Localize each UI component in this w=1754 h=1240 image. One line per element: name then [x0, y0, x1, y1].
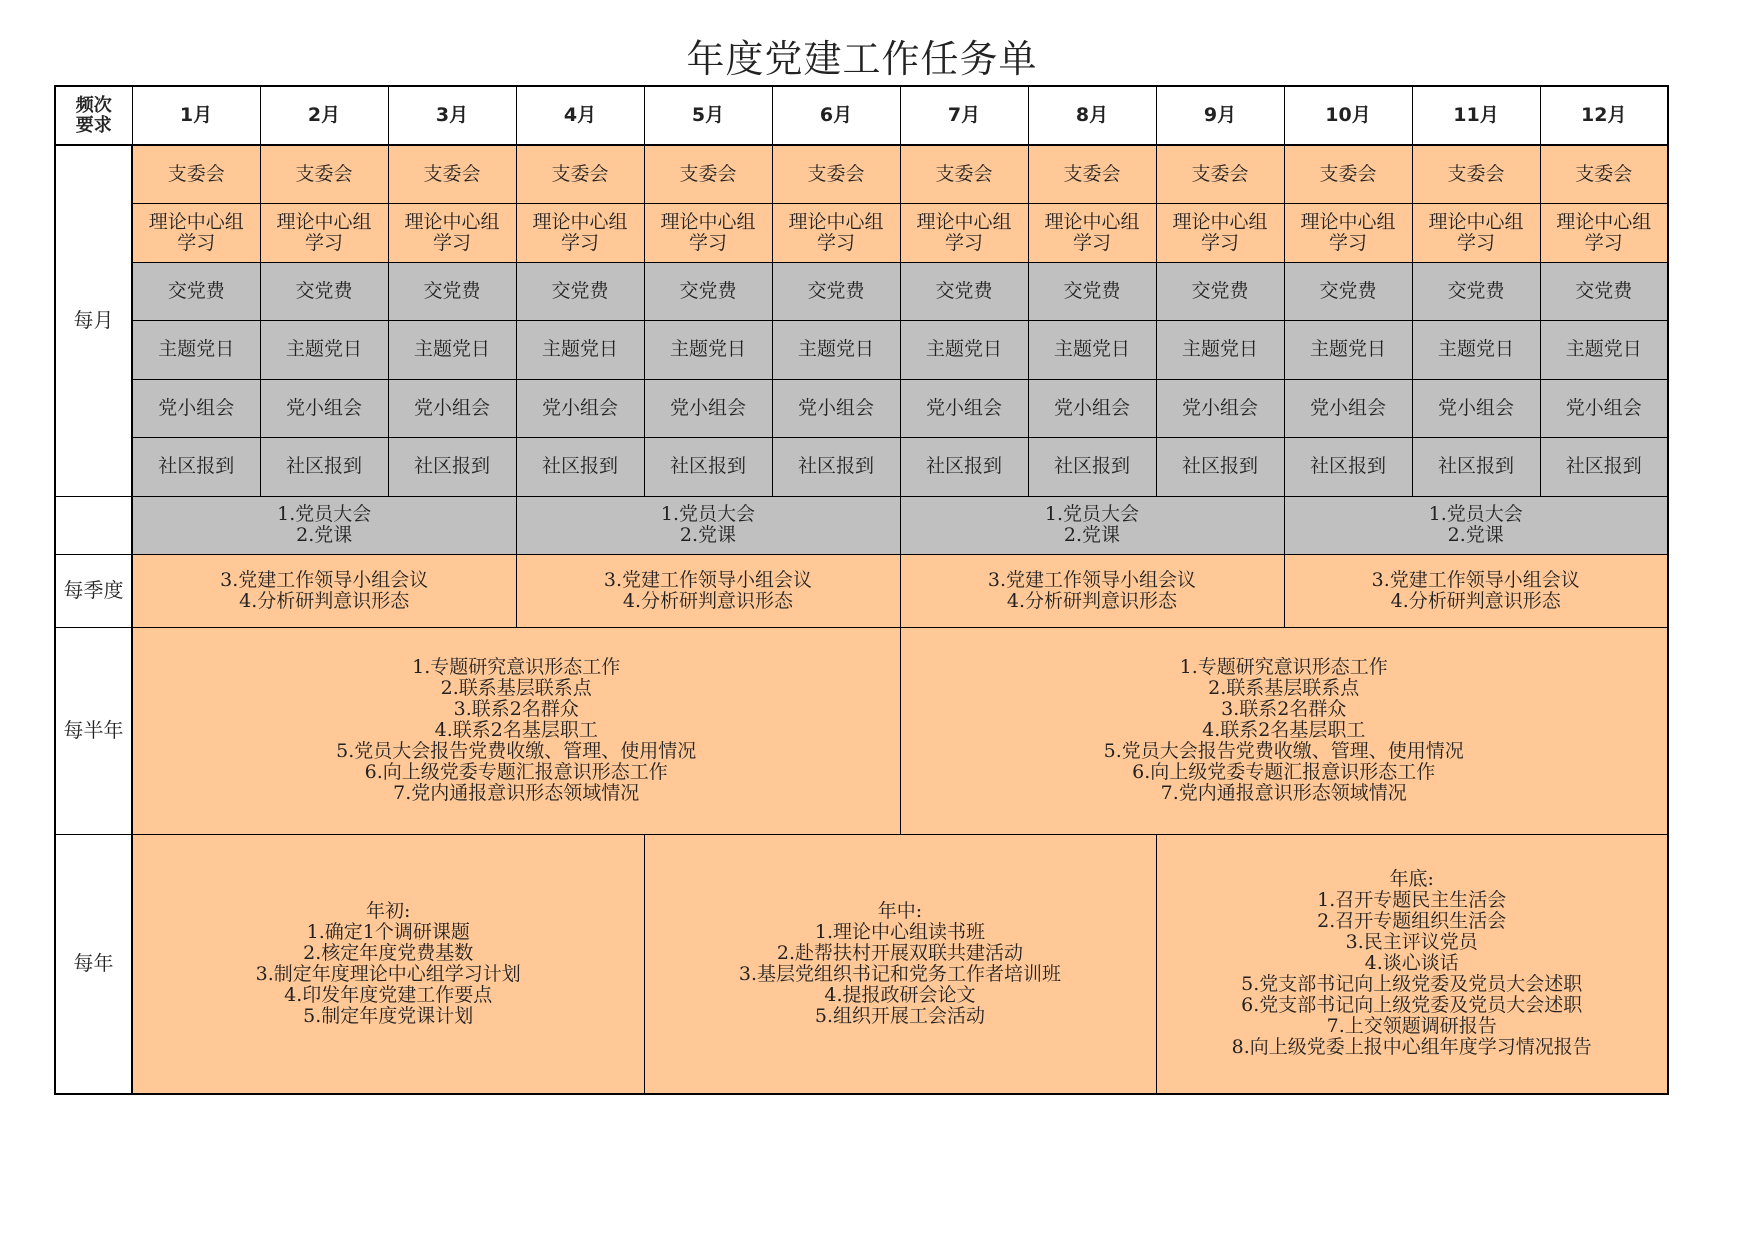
half-year-task-cell: 1.专题研究意识形态工作 2.联系基层联系点 3.联系2名群众 4.联系2名基层职工 5.党员大会报告党费收缴、管理、使用情况 6.向上级党委专题汇报意识形态工作 7.党内通报意识形态领域情况: [132, 627, 900, 834]
monthly-task-cell: 主题党日: [644, 320, 772, 379]
monthly-task-cell: 党小组会: [388, 379, 516, 437]
month-header: 6月: [772, 86, 900, 145]
half-year-row: [55, 627, 1668, 834]
monthly-task-cell: 主题党日: [388, 320, 516, 379]
monthly-task-cell: 党小组会: [1028, 379, 1156, 437]
monthly-task-cell: 社区报到: [1540, 437, 1668, 496]
monthly-task-cell: 支委会: [900, 145, 1028, 203]
quarterly-task-cell: 3.党建工作领导小组会议 4.分析研判意识形态: [900, 554, 1284, 627]
month-header: 11月: [1412, 86, 1540, 145]
monthly-task-cell: 交党费: [644, 262, 772, 320]
yearly-early-cell: 年初: 1.确定1个调研课题 2.核定年度党费基数 3.制定年度理论中心组学习计划 4.印发年度党建工作要点 5.制定年度党课计划: [132, 834, 644, 1094]
monthly-task-cell: 主题党日: [772, 320, 900, 379]
yearly-mid-cell: 年中: 1.理论中心组读书班 2.赴帮扶村开展双联共建活动 3.基层党组织书记和党务工作者培训班 4.提报政研会论文 5.组织开展工会活动: [644, 834, 1156, 1094]
monthly-task-cell: 支委会: [772, 145, 900, 203]
monthly-task-cell: 党小组会: [644, 379, 772, 437]
monthly-task-cell: 支委会: [1540, 145, 1668, 203]
monthly-task-cell: 支委会: [516, 145, 644, 203]
monthly-task-row: [55, 203, 1668, 262]
yearly-end-cell: 年底: 1.召开专题民主生活会 2.召开专题组织生活会 3.民主评议党员 4.谈心谈话 5.党支部书记向上级党委及党员大会述职 6.党支部书记向上级党委及党员大会述职 7.上交领题调研报告 8.向上级党委上报中心组年度学习情况报告: [1156, 834, 1668, 1094]
page-title: 年度党建工作任务单: [686, 37, 1038, 81]
yearly-row: [55, 834, 1668, 1094]
monthly-task-cell: 交党费: [516, 262, 644, 320]
monthly-task-cell: 理论中心组 学习: [1412, 203, 1540, 262]
monthly-task-cell: 社区报到: [132, 437, 260, 496]
monthly-task-cell: 社区报到: [772, 437, 900, 496]
month-header: 7月: [900, 86, 1028, 145]
monthly-task-row: [55, 379, 1668, 437]
monthly-task-cell: 交党费: [1540, 262, 1668, 320]
monthly-label: 每月: [55, 145, 132, 496]
quarterly-task-cell: 1.党员大会 2.党课: [132, 496, 516, 554]
monthly-task-cell: 理论中心组 学习: [900, 203, 1028, 262]
month-header: 12月: [1540, 86, 1668, 145]
quarterly-task-cell: 1.党员大会 2.党课: [1284, 496, 1668, 554]
monthly-task-cell: 理论中心组 学习: [1284, 203, 1412, 262]
monthly-task-cell: 党小组会: [772, 379, 900, 437]
monthly-task-cell: 理论中心组 学习: [1540, 203, 1668, 262]
monthly-task-cell: 党小组会: [260, 379, 388, 437]
monthly-task-cell: 支委会: [1412, 145, 1540, 203]
quarterly-row-1: [55, 496, 1668, 554]
monthly-task-cell: 党小组会: [1284, 379, 1412, 437]
monthly-task-cell: 社区报到: [260, 437, 388, 496]
monthly-task-cell: 交党费: [1028, 262, 1156, 320]
monthly-task-cell: 交党费: [1156, 262, 1284, 320]
monthly-task-cell: 党小组会: [132, 379, 260, 437]
monthly-task-cell: 交党费: [1412, 262, 1540, 320]
monthly-task-cell: 主题党日: [900, 320, 1028, 379]
monthly-task-cell: 主题党日: [1156, 320, 1284, 379]
month-header: 3月: [388, 86, 516, 145]
monthly-task-cell: 交党费: [388, 262, 516, 320]
header-row: [55, 86, 1668, 145]
monthly-task-cell: 社区报到: [516, 437, 644, 496]
quarterly-row-2: [55, 554, 1668, 627]
monthly-task-row: [55, 262, 1668, 320]
quarterly-task-cell: 1.党员大会 2.党课: [900, 496, 1284, 554]
monthly-task-cell: 社区报到: [1028, 437, 1156, 496]
monthly-task-cell: 社区报到: [1412, 437, 1540, 496]
monthly-task-cell: 党小组会: [1540, 379, 1668, 437]
month-header: 8月: [1028, 86, 1156, 145]
task-table: [54, 85, 1669, 1095]
monthly-task-cell: 交党费: [772, 262, 900, 320]
monthly-task-cell: 主题党日: [1028, 320, 1156, 379]
half-year-task-cell: 1.专题研究意识形态工作 2.联系基层联系点 3.联系2名群众 4.联系2名基层职工 5.党员大会报告党费收缴、管理、使用情况 6.向上级党委专题汇报意识形态工作 7.党内通报意识形态领域情况: [900, 627, 1668, 834]
quarterly-blank-label: [55, 496, 132, 554]
quarterly-task-cell: 3.党建工作领导小组会议 4.分析研判意识形态: [516, 554, 900, 627]
monthly-task-cell: 社区报到: [1156, 437, 1284, 496]
monthly-task-cell: 交党费: [260, 262, 388, 320]
monthly-task-cell: 理论中心组 学习: [772, 203, 900, 262]
monthly-task-cell: 社区报到: [1284, 437, 1412, 496]
monthly-task-cell: 党小组会: [1412, 379, 1540, 437]
yearly-label: 每年: [55, 834, 132, 1094]
month-header: 9月: [1156, 86, 1284, 145]
monthly-task-row: [55, 145, 1668, 203]
monthly-task-cell: 支委会: [1028, 145, 1156, 203]
monthly-task-cell: 交党费: [900, 262, 1028, 320]
quarterly-task-cell: 3.党建工作领导小组会议 4.分析研判意识形态: [1284, 554, 1668, 627]
monthly-task-cell: 主题党日: [1540, 320, 1668, 379]
monthly-task-cell: 支委会: [388, 145, 516, 203]
monthly-task-cell: 主题党日: [1412, 320, 1540, 379]
monthly-task-cell: 社区报到: [388, 437, 516, 496]
monthly-task-cell: 支委会: [132, 145, 260, 203]
monthly-task-cell: 理论中心组 学习: [1156, 203, 1284, 262]
monthly-task-cell: 理论中心组 学习: [1028, 203, 1156, 262]
monthly-task-cell: 党小组会: [1156, 379, 1284, 437]
monthly-task-cell: 理论中心组 学习: [516, 203, 644, 262]
month-header: 2月: [260, 86, 388, 145]
monthly-task-cell: 主题党日: [516, 320, 644, 379]
quarterly-label: 每季度: [55, 554, 132, 627]
quarterly-task-cell: 3.党建工作领导小组会议 4.分析研判意识形态: [132, 554, 516, 627]
monthly-task-cell: 主题党日: [132, 320, 260, 379]
monthly-task-cell: 交党费: [132, 262, 260, 320]
month-header: 1月: [132, 86, 260, 145]
monthly-task-cell: 支委会: [1156, 145, 1284, 203]
half-year-label: 每半年: [55, 627, 132, 834]
frequency-header: 频次 要求: [55, 86, 132, 145]
monthly-task-cell: 社区报到: [644, 437, 772, 496]
monthly-task-cell: 主题党日: [260, 320, 388, 379]
monthly-task-cell: 支委会: [644, 145, 772, 203]
monthly-task-cell: 理论中心组 学习: [132, 203, 260, 262]
monthly-task-row: [55, 437, 1668, 496]
month-header: 4月: [516, 86, 644, 145]
monthly-task-cell: 交党费: [1284, 262, 1412, 320]
monthly-task-row: [55, 320, 1668, 379]
monthly-task-cell: 社区报到: [900, 437, 1028, 496]
monthly-task-cell: 支委会: [260, 145, 388, 203]
monthly-task-cell: 理论中心组 学习: [260, 203, 388, 262]
month-header: 5月: [644, 86, 772, 145]
monthly-task-cell: 党小组会: [900, 379, 1028, 437]
monthly-task-cell: 支委会: [1284, 145, 1412, 203]
monthly-task-cell: 党小组会: [516, 379, 644, 437]
month-header: 10月: [1284, 86, 1412, 145]
quarterly-task-cell: 1.党员大会 2.党课: [516, 496, 900, 554]
monthly-task-cell: 主题党日: [1284, 320, 1412, 379]
monthly-task-cell: 理论中心组 学习: [388, 203, 516, 262]
monthly-task-cell: 理论中心组 学习: [644, 203, 772, 262]
